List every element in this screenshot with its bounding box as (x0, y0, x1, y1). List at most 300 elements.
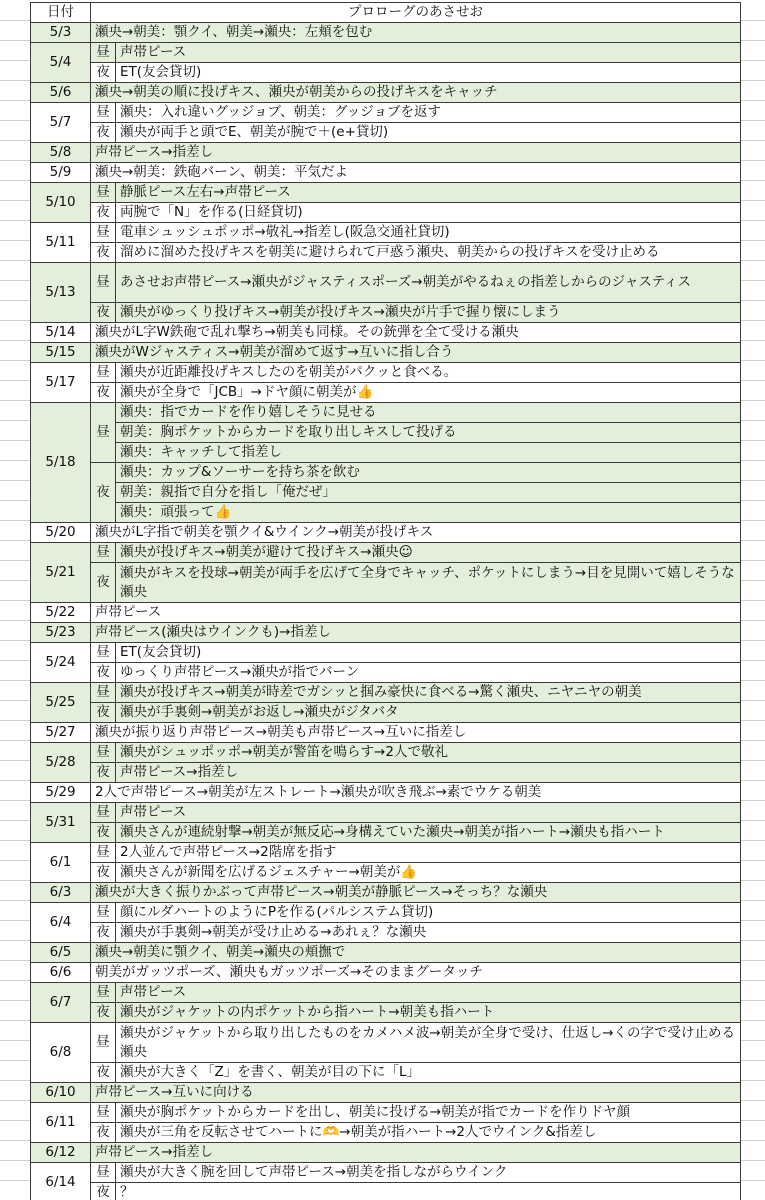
grid-line (741, 400, 765, 401)
table-row (31, 923, 741, 943)
grid-line (0, 300, 30, 301)
date-cell[interactable]: 5/21 (31, 543, 91, 603)
table-row (31, 383, 741, 403)
content-cell[interactable]: 瀬央→朝美：顎クイ、朝美→瀬央：左頬を包む (91, 23, 741, 43)
grid-line (741, 420, 765, 421)
grid-line (0, 560, 30, 561)
date-cell[interactable]: 5/17 (31, 363, 91, 403)
content-cell[interactable]: 瀬央が手裏剣→朝美が受け止める→あれぇ？な瀬央 (116, 923, 741, 943)
time-cell[interactable]: 夜 (91, 63, 116, 83)
grid-line (741, 1080, 765, 1081)
table-row (31, 1023, 741, 1063)
date-cell[interactable]: 5/7 (31, 103, 91, 143)
grid-line (0, 680, 30, 681)
grid-line (0, 1100, 30, 1101)
grid-line (0, 360, 30, 361)
date-cell[interactable]: 5/15 (31, 343, 91, 363)
time-cell[interactable]: 夜 (91, 763, 116, 783)
grid-line (741, 500, 765, 501)
table-row (31, 523, 741, 543)
content-cell[interactable]: 瀬央が投げキス→朝美が時差でガシッと掴み豪快に食べる→驚く瀬央、ニヤニヤの朝美 (116, 683, 741, 703)
grid-line (0, 160, 30, 161)
table-row (31, 623, 741, 643)
grid-line (0, 100, 30, 101)
table-row (31, 503, 741, 523)
grid-line (741, 700, 765, 701)
content-cell[interactable]: 瀬央が全身で「JCB」→ドヤ顔に朝美が👍 (116, 383, 741, 403)
grid-line (0, 260, 30, 261)
grid-line (0, 380, 30, 381)
grid-line (741, 1180, 765, 1181)
content-cell[interactable]: 瀬央さんが連続射撃→朝美が無反応→身構えていた瀬央→朝美が指ハート→瀬央も指ハート (116, 823, 741, 843)
grid-line (741, 1140, 765, 1141)
grid-line (0, 40, 30, 41)
grid-line (741, 60, 765, 61)
grid-line (0, 1120, 30, 1121)
time-cell[interactable]: 夜 (91, 663, 116, 683)
grid-line (741, 840, 765, 841)
date-cell[interactable]: 6/6 (31, 963, 91, 983)
table-row (31, 863, 741, 883)
table-row (31, 723, 741, 743)
grid-line (0, 940, 30, 941)
content-cell[interactable]: 顔にルダハートのようにPを作る(パルシステム貸切) (116, 903, 741, 923)
grid-line (741, 240, 765, 241)
date-cell[interactable]: 5/13 (31, 263, 91, 323)
grid-line (0, 320, 30, 321)
time-cell[interactable]: 夜 (91, 563, 116, 603)
time-cell[interactable]: 夜 (91, 1183, 116, 1200)
table-row (31, 983, 741, 1003)
grid-line (741, 80, 765, 81)
grid-line (741, 180, 765, 181)
content-cell[interactable]: 瀬央が両手と頭でE、朝美が腕で＋(e+貸切) (116, 123, 741, 143)
table-row (31, 943, 741, 963)
content-cell[interactable]: ゆっくり声帯ピース→瀬央が指でバーン (116, 663, 741, 683)
grid-line (741, 100, 765, 101)
grid-line (741, 120, 765, 121)
table-row (31, 403, 741, 423)
time-cell[interactable]: 昼 (91, 903, 116, 923)
table-row (31, 263, 741, 303)
date-cell[interactable]: 5/29 (31, 783, 91, 803)
content-cell[interactable]: 2人並んで声帯ピース→2階席を指す (116, 843, 741, 863)
grid-line (0, 1080, 30, 1081)
schedule-table (30, 2, 741, 1200)
table-row (31, 1143, 741, 1163)
table-row (31, 643, 741, 663)
grid-line (0, 460, 30, 461)
grid-line (741, 1160, 765, 1161)
grid-line (741, 980, 765, 981)
table-row (31, 963, 741, 983)
content-cell[interactable]: 瀬央が胸ポケットからカードを出し、朝美に投げる→朝美が指でカードを作りドヤ顔 (116, 1103, 741, 1123)
time-cell[interactable]: 夜 (91, 703, 116, 723)
content-cell[interactable]: 瀬央が三角を反転させてハートに🫶→朝美が指ハート→2人でウインク&指差し (116, 1123, 741, 1143)
grid-line (0, 920, 30, 921)
table-row (31, 743, 741, 763)
grid-line (741, 160, 765, 161)
grid-line (0, 400, 30, 401)
grid-line (0, 580, 30, 581)
grid-line (0, 240, 30, 241)
content-cell[interactable]: 瀬央がWジャスティス→朝美が溜めて返す→互いに指し合う (91, 343, 741, 363)
time-cell[interactable]: 昼 (91, 363, 116, 383)
table-row (31, 543, 741, 563)
grid-line (0, 420, 30, 421)
grid-line (741, 1040, 765, 1041)
time-cell[interactable]: 夜 (91, 243, 116, 263)
date-cell[interactable]: 5/28 (31, 743, 91, 783)
grid-line (741, 720, 765, 721)
grid-line (741, 460, 765, 461)
grid-line (0, 660, 30, 661)
grid-line (0, 1020, 30, 1021)
date-cell[interactable]: 6/7 (31, 983, 91, 1023)
grid-line (0, 180, 30, 181)
grid-line (0, 540, 30, 541)
date-cell[interactable]: 5/22 (31, 603, 91, 623)
grid-line (0, 840, 30, 841)
grid-line (741, 820, 765, 821)
grid-line (741, 300, 765, 301)
table-row (31, 883, 741, 903)
content-cell[interactable]: 声帯ピース (116, 43, 741, 63)
grid-line (0, 500, 30, 501)
table-row (31, 783, 741, 803)
time-cell[interactable]: 夜 (91, 823, 116, 843)
date-cell[interactable]: 5/24 (31, 643, 91, 683)
grid-line (741, 200, 765, 201)
time-cell[interactable]: 昼 (91, 643, 116, 663)
content-cell[interactable]: 瀬央が大きく腕を回して声帯ピース→朝美を指しながらウインク (116, 1163, 741, 1183)
content-cell[interactable]: 瀬央：頑張って👍 (116, 503, 741, 523)
date-cell[interactable]: 5/25 (31, 683, 91, 723)
table-row (31, 143, 741, 163)
grid-line (741, 760, 765, 761)
grid-line (0, 60, 30, 61)
grid-line (0, 800, 30, 801)
grid-line (741, 480, 765, 481)
grid-line (0, 1140, 30, 1141)
table-row (31, 603, 741, 623)
content-cell[interactable]: 朝美：胸ポケットからカードを取り出しキスして投げる (116, 423, 741, 443)
content-cell[interactable]: 瀬央が手裏剣→朝美がお返し→瀬央がジタバタ (116, 703, 741, 723)
time-cell[interactable]: 昼 (91, 1163, 116, 1183)
grid-line (741, 680, 765, 681)
grid-line (741, 740, 765, 741)
time-cell[interactable]: 昼 (91, 1103, 116, 1123)
time-cell[interactable]: 昼 (91, 743, 116, 763)
date-cell[interactable]: 5/10 (31, 183, 91, 223)
grid-line (741, 920, 765, 921)
content-cell[interactable]: 瀬央が大きく「Z」を書く、朝美が目の下に「L」 (116, 1063, 741, 1083)
table-row (31, 683, 741, 703)
grid-line (0, 1040, 30, 1041)
time-cell[interactable]: 昼 (91, 103, 116, 123)
content-cell[interactable]: 瀬央：カップ&ソーサーを持ち茶を飲む (116, 463, 741, 483)
time-cell[interactable]: 夜 (91, 923, 116, 943)
grid-line (0, 480, 30, 481)
content-cell[interactable]: 瀬央さんが新聞を広げるジェスチャー→朝美が👍 (116, 863, 741, 883)
grid-line (0, 280, 30, 281)
grid-line (741, 260, 765, 261)
content-cell[interactable]: 瀬央が投げキス→朝美が避けて投げキス→瀬央☺ (116, 543, 741, 563)
table-row (31, 1083, 741, 1103)
grid-line (741, 1100, 765, 1101)
table-row (31, 203, 741, 223)
table-row (31, 483, 741, 503)
time-cell[interactable]: 昼 (91, 43, 116, 63)
table-row (31, 43, 741, 63)
grid-line (741, 20, 765, 21)
table-row (31, 223, 741, 243)
date-cell[interactable]: 6/8 (31, 1023, 91, 1083)
grid-line (741, 1060, 765, 1061)
date-cell[interactable]: 6/10 (31, 1083, 91, 1103)
content-cell[interactable]: 声帯ピース (116, 983, 741, 1003)
content-cell[interactable]: 瀬央→朝美の順に投げキス、瀬央が朝美からの投げキスをキャッチ (91, 83, 741, 103)
time-cell[interactable]: 昼 (91, 183, 116, 203)
content-cell[interactable]: 声帯ピース (91, 603, 741, 623)
grid-line (0, 600, 30, 601)
date-cell[interactable]: 5/11 (31, 223, 91, 263)
table-row (31, 103, 741, 123)
table-row (31, 903, 741, 923)
table-row (31, 63, 741, 83)
grid-line (741, 640, 765, 641)
grid-line (0, 740, 30, 741)
date-cell[interactable]: 6/3 (31, 883, 91, 903)
content-cell[interactable]: ？ (116, 1183, 741, 1200)
time-cell[interactable]: 昼 (91, 263, 116, 303)
content-cell[interactable]: あさせお声帯ピース→瀬央がジャスティスポーズ→朝美がやるねぇの指差しからのジャスティス (116, 263, 741, 303)
table-row (31, 163, 741, 183)
date-cell[interactable]: 5/31 (31, 803, 91, 843)
content-cell[interactable]: ET(友会貸切) (116, 63, 741, 83)
grid-line (741, 960, 765, 961)
time-cell[interactable]: 夜 (91, 123, 116, 143)
time-cell[interactable]: 昼 (91, 1023, 116, 1063)
grid-line (0, 880, 30, 881)
date-cell[interactable]: 6/12 (31, 1143, 91, 1163)
grid-line (741, 220, 765, 221)
content-cell[interactable]: 瀬央が近距離投げキスしたのを朝美がパクッと食べる。 (116, 363, 741, 383)
date-cell[interactable]: 5/3 (31, 23, 91, 43)
content-cell[interactable]: 声帯ピース→指差し (91, 143, 741, 163)
grid-line (0, 340, 30, 341)
table-row (31, 1103, 741, 1123)
time-cell[interactable]: 昼 (91, 843, 116, 863)
grid-line (0, 760, 30, 761)
grid-line (741, 280, 765, 281)
grid-line (741, 660, 765, 661)
time-cell[interactable]: 夜 (91, 1123, 116, 1143)
date-cell[interactable]: 5/6 (31, 83, 91, 103)
table-row (31, 763, 741, 783)
table-row (31, 83, 741, 103)
table-row (31, 663, 741, 683)
date-cell[interactable]: 6/4 (31, 903, 91, 943)
content-cell[interactable]: 電車シュッシュポッポ→敬礼→指差し(阪急交通社貸切) (116, 223, 741, 243)
grid-line (741, 340, 765, 341)
grid-line (741, 560, 765, 561)
table-row (31, 303, 741, 323)
time-cell[interactable]: 昼 (91, 803, 116, 823)
grid-line (0, 720, 30, 721)
table-row (31, 363, 741, 383)
grid-line (741, 1000, 765, 1001)
grid-line (741, 940, 765, 941)
time-cell[interactable]: 夜 (91, 1063, 116, 1083)
table-row (31, 563, 741, 603)
grid-line (741, 1020, 765, 1021)
content-cell[interactable]: 朝美がガッツポーズ、瀬央もガッツポーズ→そのままグータッチ (91, 963, 741, 983)
grid-line (0, 1180, 30, 1181)
grid-line (741, 360, 765, 361)
content-cell[interactable]: ET(友会貸切) (116, 643, 741, 663)
grid-line (0, 860, 30, 861)
content-cell[interactable]: 瀬央が大きく振りかぶって声帯ピース→朝美が静脈ピース→そっち？な瀬央 (91, 883, 741, 903)
header-content[interactable]: プロローグのあさせお (91, 3, 741, 23)
time-cell[interactable]: 夜 (91, 1003, 116, 1023)
content-cell[interactable]: 声帯ピース(瀬央はウインクも)→指差し (91, 623, 741, 643)
content-cell[interactable]: 瀬央：指でカードを作り嬉しそうに見せる (116, 403, 741, 423)
content-cell[interactable]: 2人で声帯ピース→朝美が左ストレート→瀬央が吹き飛ぶ→素でウケる朝美 (91, 783, 741, 803)
content-cell[interactable]: 瀬央がゆっくり投げキス→朝美が投げキス→瀬央が片手で握り懐にしまう (116, 303, 741, 323)
time-cell[interactable]: 夜 (91, 203, 116, 223)
grid-line (0, 1160, 30, 1161)
grid-line (741, 1120, 765, 1121)
table-row (31, 343, 741, 363)
time-cell[interactable]: 夜 (91, 383, 116, 403)
grid-line (0, 120, 30, 121)
grid-line (741, 520, 765, 521)
grid-line (0, 900, 30, 901)
grid-line (741, 860, 765, 861)
content-cell[interactable]: 瀬央がジャケットの内ポケットから指ハート→朝美も指ハート (116, 1003, 741, 1023)
grid-line (0, 820, 30, 821)
table-row (31, 1063, 741, 1083)
content-cell[interactable]: 瀬央：キャッチして指差し (116, 443, 741, 463)
content-cell[interactable]: 両腕で「N」を作る(日経貸切) (116, 203, 741, 223)
content-cell[interactable]: 静脈ピース左右→声帯ピース (116, 183, 741, 203)
time-cell[interactable]: 昼 (91, 543, 116, 563)
content-cell[interactable]: 声帯ピース (116, 803, 741, 823)
header-date[interactable]: 日付 (31, 3, 91, 23)
date-cell[interactable]: 5/4 (31, 43, 91, 83)
date-cell[interactable]: 5/18 (31, 403, 91, 523)
table-row (31, 183, 741, 203)
table-row (31, 1123, 741, 1143)
header-row (31, 3, 741, 23)
grid-line (741, 620, 765, 621)
grid-line (0, 640, 30, 641)
grid-line (741, 540, 765, 541)
grid-line (741, 880, 765, 881)
grid-line (0, 960, 30, 961)
grid-line (741, 320, 765, 321)
date-cell[interactable]: 5/23 (31, 623, 91, 643)
content-cell[interactable]: 瀬央→朝美に顎クイ、朝美→瀬央の頬撫で (91, 943, 741, 963)
date-cell[interactable]: 5/20 (31, 523, 91, 543)
table-row (31, 463, 741, 483)
time-cell[interactable]: 夜 (91, 303, 116, 323)
table-row (31, 423, 741, 443)
grid-line (0, 1000, 30, 1001)
grid-line (0, 620, 30, 621)
grid-line (741, 140, 765, 141)
content-cell[interactable]: 声帯ピース→指差し (116, 763, 741, 783)
grid-line (0, 520, 30, 521)
date-cell[interactable]: 5/27 (31, 723, 91, 743)
content-cell[interactable]: 瀬央がL字W鉄砲で乱れ撃ち→朝美も同様。その銃弾を全て受ける瀬央 (91, 323, 741, 343)
time-cell[interactable]: 夜 (91, 863, 116, 883)
grid-line (0, 80, 30, 81)
table-row (31, 23, 741, 43)
content-cell[interactable]: 瀬央がキスを投球→朝美が両手を広げて全身でキャッチ、ポケットにしまう→目を見開いて嬉しそうな瀬央 (116, 563, 741, 603)
grid-line (0, 1060, 30, 1061)
content-cell[interactable]: 瀬央：入れ違いグッジョブ、朝美：グッジョブを返す (116, 103, 741, 123)
grid-line (0, 200, 30, 201)
time-cell[interactable]: 昼 (91, 983, 116, 1003)
grid-line (0, 700, 30, 701)
table-row (31, 443, 741, 463)
date-cell[interactable]: 6/5 (31, 943, 91, 963)
grid-line (741, 900, 765, 901)
content-cell[interactable]: 瀬央が振り返り声帯ピース→朝美も声帯ピース→互いに指差し (91, 723, 741, 743)
time-cell[interactable]: 昼 (91, 223, 116, 243)
content-cell[interactable]: 声帯ピース→互いに向ける (91, 1083, 741, 1103)
grid-line (0, 140, 30, 141)
content-cell[interactable]: 瀬央がジャケットから取り出したものをカメハメ波→朝美が全身で受け、仕返し→くの字で受け止める瀬央 (116, 1023, 741, 1063)
grid-line (741, 580, 765, 581)
grid-line (0, 980, 30, 981)
date-cell[interactable]: 6/11 (31, 1103, 91, 1143)
grid-line (741, 780, 765, 781)
table-row (31, 703, 741, 723)
grid-line (0, 440, 30, 441)
content-cell[interactable]: 声帯ピース→指差し (91, 1143, 741, 1163)
content-cell[interactable]: 溜めに溜めた投げキスを朝美に避けられて戸惑う瀬央、朝美からの投げキスを受け止める (116, 243, 741, 263)
date-cell[interactable]: 6/1 (31, 843, 91, 883)
date-cell[interactable]: 5/9 (31, 163, 91, 183)
grid-line (741, 40, 765, 41)
table-body (31, 23, 741, 1200)
content-cell[interactable]: 瀬央→朝美：鉄砲バーン、朝美：平気だよ (91, 163, 741, 183)
date-cell[interactable]: 6/14 (31, 1163, 91, 1200)
content-cell[interactable]: 瀬央がL字指で朝美を顎クイ&ウインク→朝美が投げキス (91, 523, 741, 543)
table-row (31, 1183, 741, 1200)
table-row (31, 823, 741, 843)
content-cell[interactable]: 朝美：親指で自分を指し「俺だぜ」 (116, 483, 741, 503)
time-cell[interactable]: 昼 (91, 403, 116, 463)
table-row (31, 123, 741, 143)
date-cell[interactable]: 5/8 (31, 143, 91, 163)
content-cell[interactable]: 瀬央がシュッポッポ→朝美が警笛を鳴らす→2人で敬礼 (116, 743, 741, 763)
table-row (31, 323, 741, 343)
grid-line (0, 220, 30, 221)
grid-line (741, 380, 765, 381)
date-cell[interactable]: 5/14 (31, 323, 91, 343)
table-row (31, 1163, 741, 1183)
grid-line (741, 440, 765, 441)
table-row (31, 803, 741, 823)
time-cell[interactable]: 夜 (91, 463, 116, 523)
grid-line (0, 780, 30, 781)
time-cell[interactable]: 昼 (91, 683, 116, 703)
grid-line (741, 600, 765, 601)
